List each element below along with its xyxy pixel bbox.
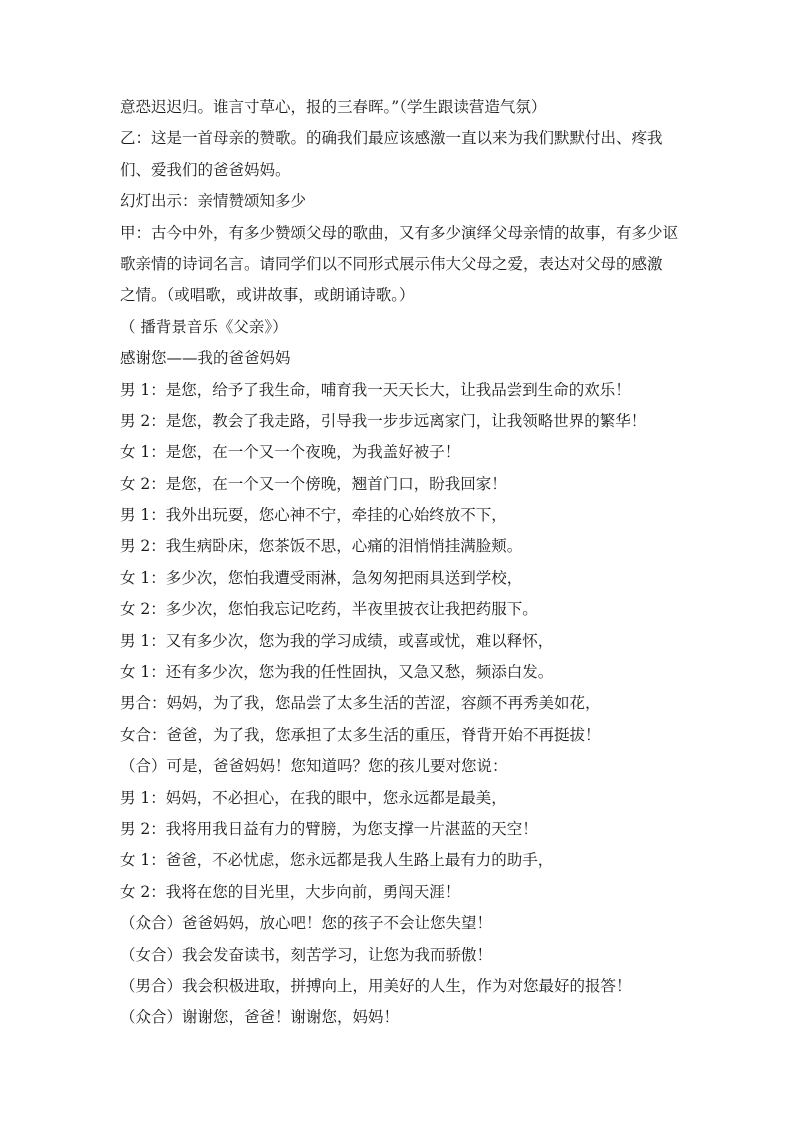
paragraph-line: 歌亲情的诗词名言。请同学们以不同形式展示伟大父母之爱，表达对父母的感激 xyxy=(120,254,663,273)
document-body xyxy=(120,92,690,1034)
slide-heading-line: 幻灯出示：亲情赞颂知多少 xyxy=(120,192,307,211)
dialogue-line: 男 1：是您，给予了我生命，哺育我一天天长大，让我品尝到生命的欢乐！ xyxy=(120,380,631,399)
dialogue-line: 女 1：爸爸，不必忧虑，您永远都是我人生路上最有力的助手， xyxy=(120,851,554,870)
section-title-line: 感谢您——我的爸爸妈妈 xyxy=(120,349,291,368)
dialogue-line: 男 1：又有多少次，您为我的学习成绩，或喜或忧，难以释怀， xyxy=(120,631,554,650)
paragraph-line: 乙：这是一首母亲的赞歌。的确我们最应该感激一直以来为我们默默付出、疼我 xyxy=(120,129,663,148)
dialogue-line: 女 2：多少次，您怕我忘记吃药，半夜里披衣让我把药服下。 xyxy=(120,600,538,619)
dialogue-line: 女 1：是您，在一个又一个夜晚，为我盖好被子！ xyxy=(120,443,461,462)
paragraph-line: 们、爱我们的爸爸妈妈。 xyxy=(120,160,291,179)
paragraph-line: 意恐迟迟归。谁言寸草心，报的三春晖。”（学生跟读营造气氛） xyxy=(120,98,547,116)
dialogue-line: 女 2：是您，在一个又一个傍晚，翘首门口，盼我回家！ xyxy=(120,474,507,493)
dialogue-line: （女合）我会发奋读书，刻苦学习，让您为我而骄傲！ xyxy=(120,945,493,964)
paragraph-line: 甲：古今中外，有多少赞颂父母的歌曲，又有多少演绎父母亲情的故事，有多少讴 xyxy=(120,223,679,242)
dialogue-line: 男合：妈妈，为了我，您品尝了太多生活的苦涩，容颜不再秀美如花， xyxy=(120,694,601,713)
dialogue-line: 女 1：多少次，您怕我遭受雨淋，急匆匆把雨具送到学校， xyxy=(120,568,523,587)
stage-direction-line: （ 播背景音乐《父亲》） xyxy=(120,317,288,336)
dialogue-line: 男 2：是您，教会了我走路，引导我一步步远离家门，让我领略世界的繁华！ xyxy=(120,411,647,430)
dialogue-line: （众合）谢谢您，爸爸！谢谢您，妈妈！ xyxy=(120,1008,400,1027)
dialogue-line: 男 2：我生病卧床，您茶饭不思，心痛的泪悄悄挂满脸颊。 xyxy=(120,537,523,556)
dialogue-line: 男 1：我外出玩耍，您心神不宁，牵挂的心始终放不下， xyxy=(120,506,507,525)
dialogue-line: （众合）爸爸妈妈，放心吧！您的孩子不会让您失望！ xyxy=(120,914,493,933)
dialogue-line: （合）可是，爸爸妈妈！您知道吗？您的孩儿要对您说： xyxy=(120,757,508,776)
dialogue-line: 女合：爸爸，为了我，您承担了太多生活的重压，脊背开始不再挺拔！ xyxy=(120,725,601,744)
dialogue-line: （男合）我会积极进取，拼搏向上，用美好的人生，作为对您最好的报答！ xyxy=(120,976,632,995)
paragraph-line: 之情。（或唱歌，或讲故事，或朗诵诗歌。） xyxy=(120,286,415,305)
dialogue-line: 女 2：我将在您的目光里，大步向前，勇闯天涯！ xyxy=(120,882,461,901)
dialogue-line: 女 1：还有多少次，您为我的任性固执，又急又愁，频添白发。 xyxy=(120,663,554,682)
dialogue-line: 男 1：妈妈，不必担心，在我的眼中，您永远都是最美， xyxy=(120,788,507,807)
dialogue-line: 男 2：我将用我日益有力的臂膀，为您支撑一片湛蓝的天空！ xyxy=(120,819,538,838)
